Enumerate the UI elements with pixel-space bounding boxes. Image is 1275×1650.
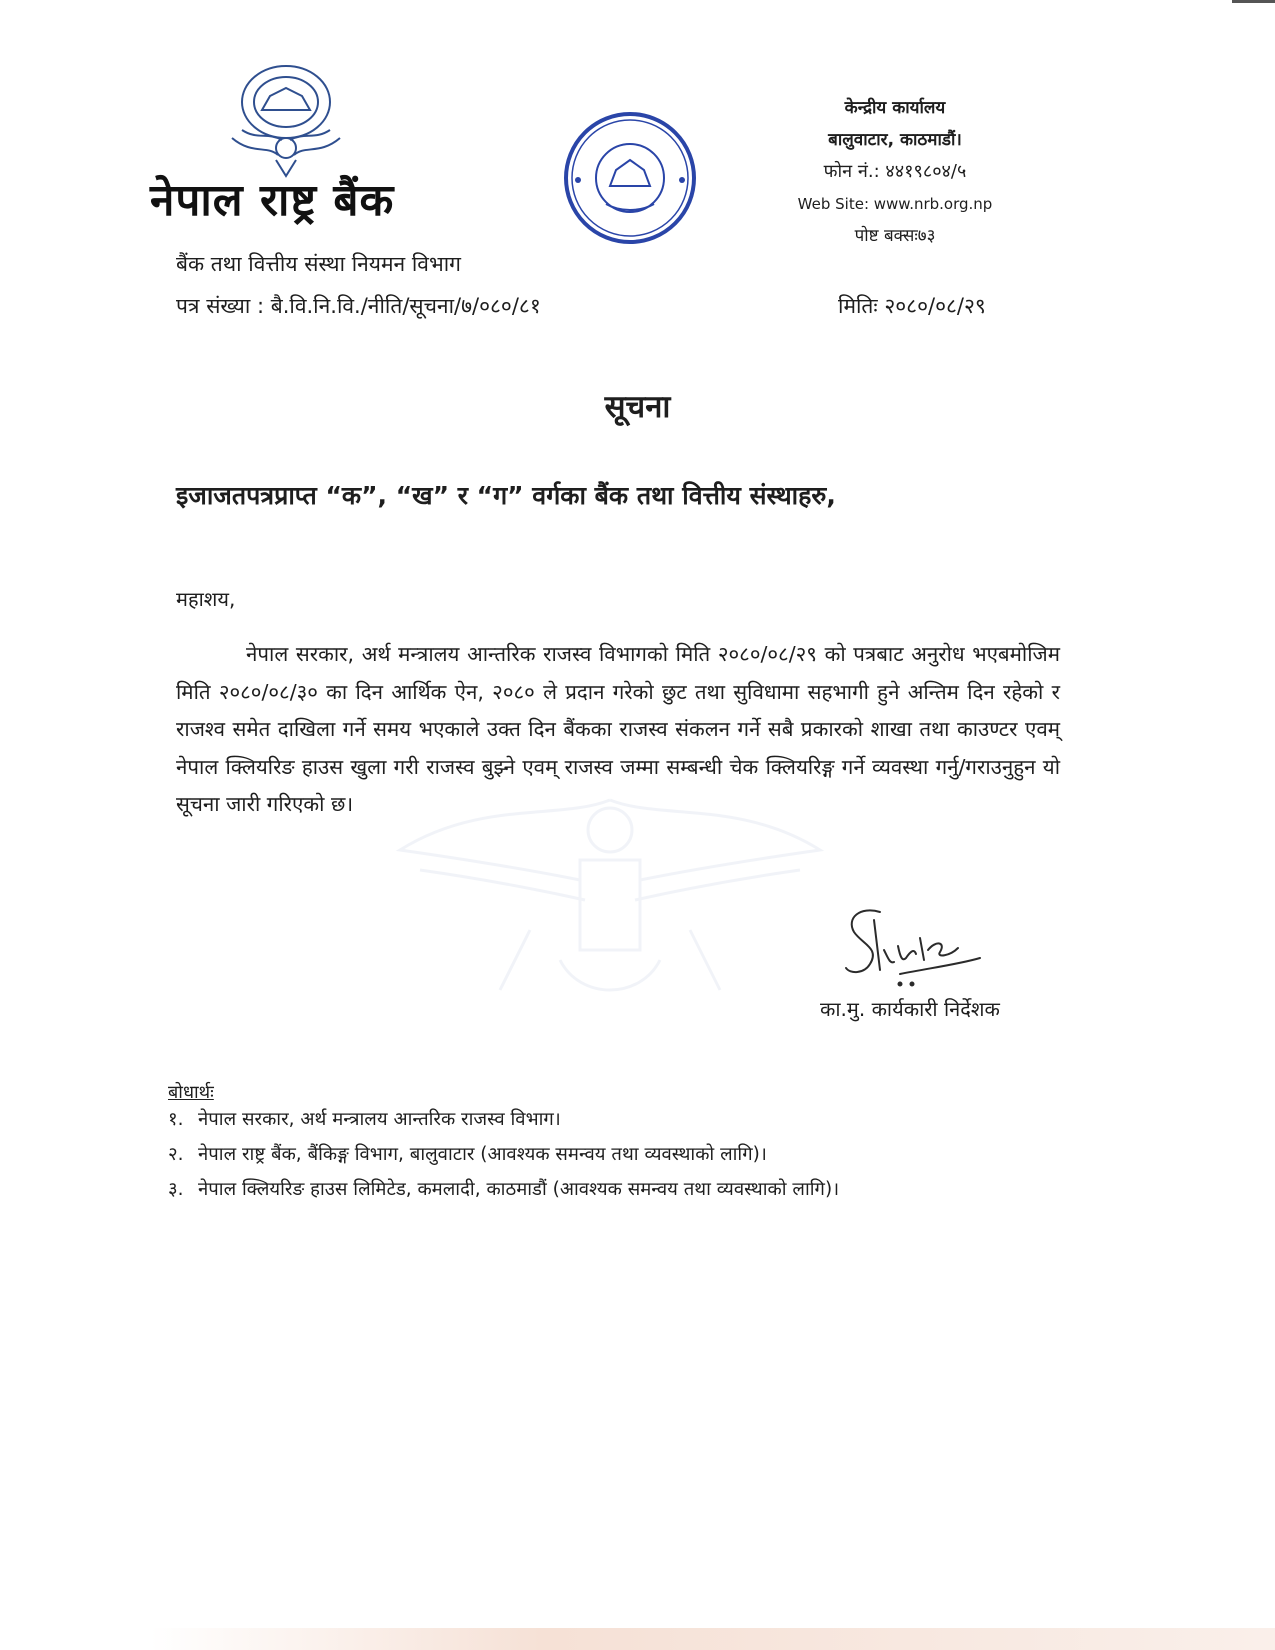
notice-recipients: इजाजतपत्रप्राप्त “क”, “ख” र “ग” वर्गका बैंक तथा वित्तीय संस्थाहरु, xyxy=(176,481,836,510)
cc-item-text: नेपाल क्लियरिङ हाउस लिमिटेड, कमलादी, काठमाडौं (आवश्यक समन्वय तथा व्यवस्थाको लागि)। xyxy=(198,1179,840,1200)
salutation: महाशय, xyxy=(176,587,236,611)
scan-corner-mark xyxy=(1232,0,1275,3)
office-name: केन्द्रीय कार्यालय xyxy=(844,98,946,118)
signatory-designation: का.मु. कार्यकारी निर्देशक xyxy=(820,997,1000,1021)
office-po-box: पोष्ट बक्सः७३ xyxy=(854,226,936,246)
cc-item-number: १. xyxy=(168,1109,184,1130)
cc-item xyxy=(168,1102,839,1137)
cc-item-number: ३. xyxy=(168,1179,184,1200)
letter-number: पत्र संख्या : बै.वि.नि.वि./नीति/सूचना/७/०८०/८१ xyxy=(176,294,541,318)
cc-item-text: नेपाल सरकार, अर्थ मन्त्रालय आन्तरिक राजस्व विभाग। xyxy=(198,1109,561,1130)
signature-icon xyxy=(840,898,990,988)
office-website: Web Site: www.nrb.org.np xyxy=(797,195,993,213)
letter-date: मितिः २०८०/०८/२९ xyxy=(838,294,986,318)
cc-item xyxy=(168,1172,839,1207)
scan-edge-band xyxy=(150,1628,1275,1650)
office-address-block xyxy=(765,92,1025,252)
notice-title: सूचना xyxy=(604,389,671,425)
cc-item-text: नेपाल राष्ट्र बैंक, बैंकिङ्ग विभाग, बालुवाटार (आवश्यक समन्वय तथा व्यवस्थाको लागि)। xyxy=(198,1144,767,1165)
office-phone: फोन नं.: ४४१९८०४/५ xyxy=(823,161,967,182)
bank-logo-icon xyxy=(222,60,350,180)
office-location: बालुवाटार, काठमाडौं। xyxy=(828,130,962,150)
cc-item xyxy=(168,1137,839,1172)
notice-body: नेपाल सरकार, अर्थ मन्त्रालय आन्तरिक राजस्व विभागको मिति २०८०/०८/२९ को पत्रबाट अनुरोध भएबमोजिम मिति २०८०/०८/३० का दिन आर्थिक ऐन, २०८० ले प्रदान गरेको छुट तथा सुविधामा सहभागी हुने अन्तिम दिन रहेको र राजश्व समेत दाखिला गर्ने समय भएकाले उक्त दिन बैंकका राजस्व संकलन गर्ने सबै प्रकारको शाखा तथा काउण्टर एवम् नेपाल क्लियरिङ हाउस खुला गरी राजस्व बुझ्ने एवम् राजस्व जम्मा सम्बन्धी चेक क्लियरिङ्ग गर्ने व्यवस्था गर्नु/गराउनुहुन यो सूचना जारी गरिएको छ। xyxy=(176,642,1060,816)
cc-item-number: २. xyxy=(168,1144,184,1165)
cc-heading: बोधार्थः xyxy=(168,1082,214,1103)
department-name: बैंक तथा वित्तीय संस्था नियमन विभाग xyxy=(176,252,461,276)
cc-list xyxy=(168,1102,839,1207)
official-seal-icon xyxy=(560,108,700,248)
bank-name: नेपाल राष्ट्र बैंक xyxy=(150,175,395,226)
